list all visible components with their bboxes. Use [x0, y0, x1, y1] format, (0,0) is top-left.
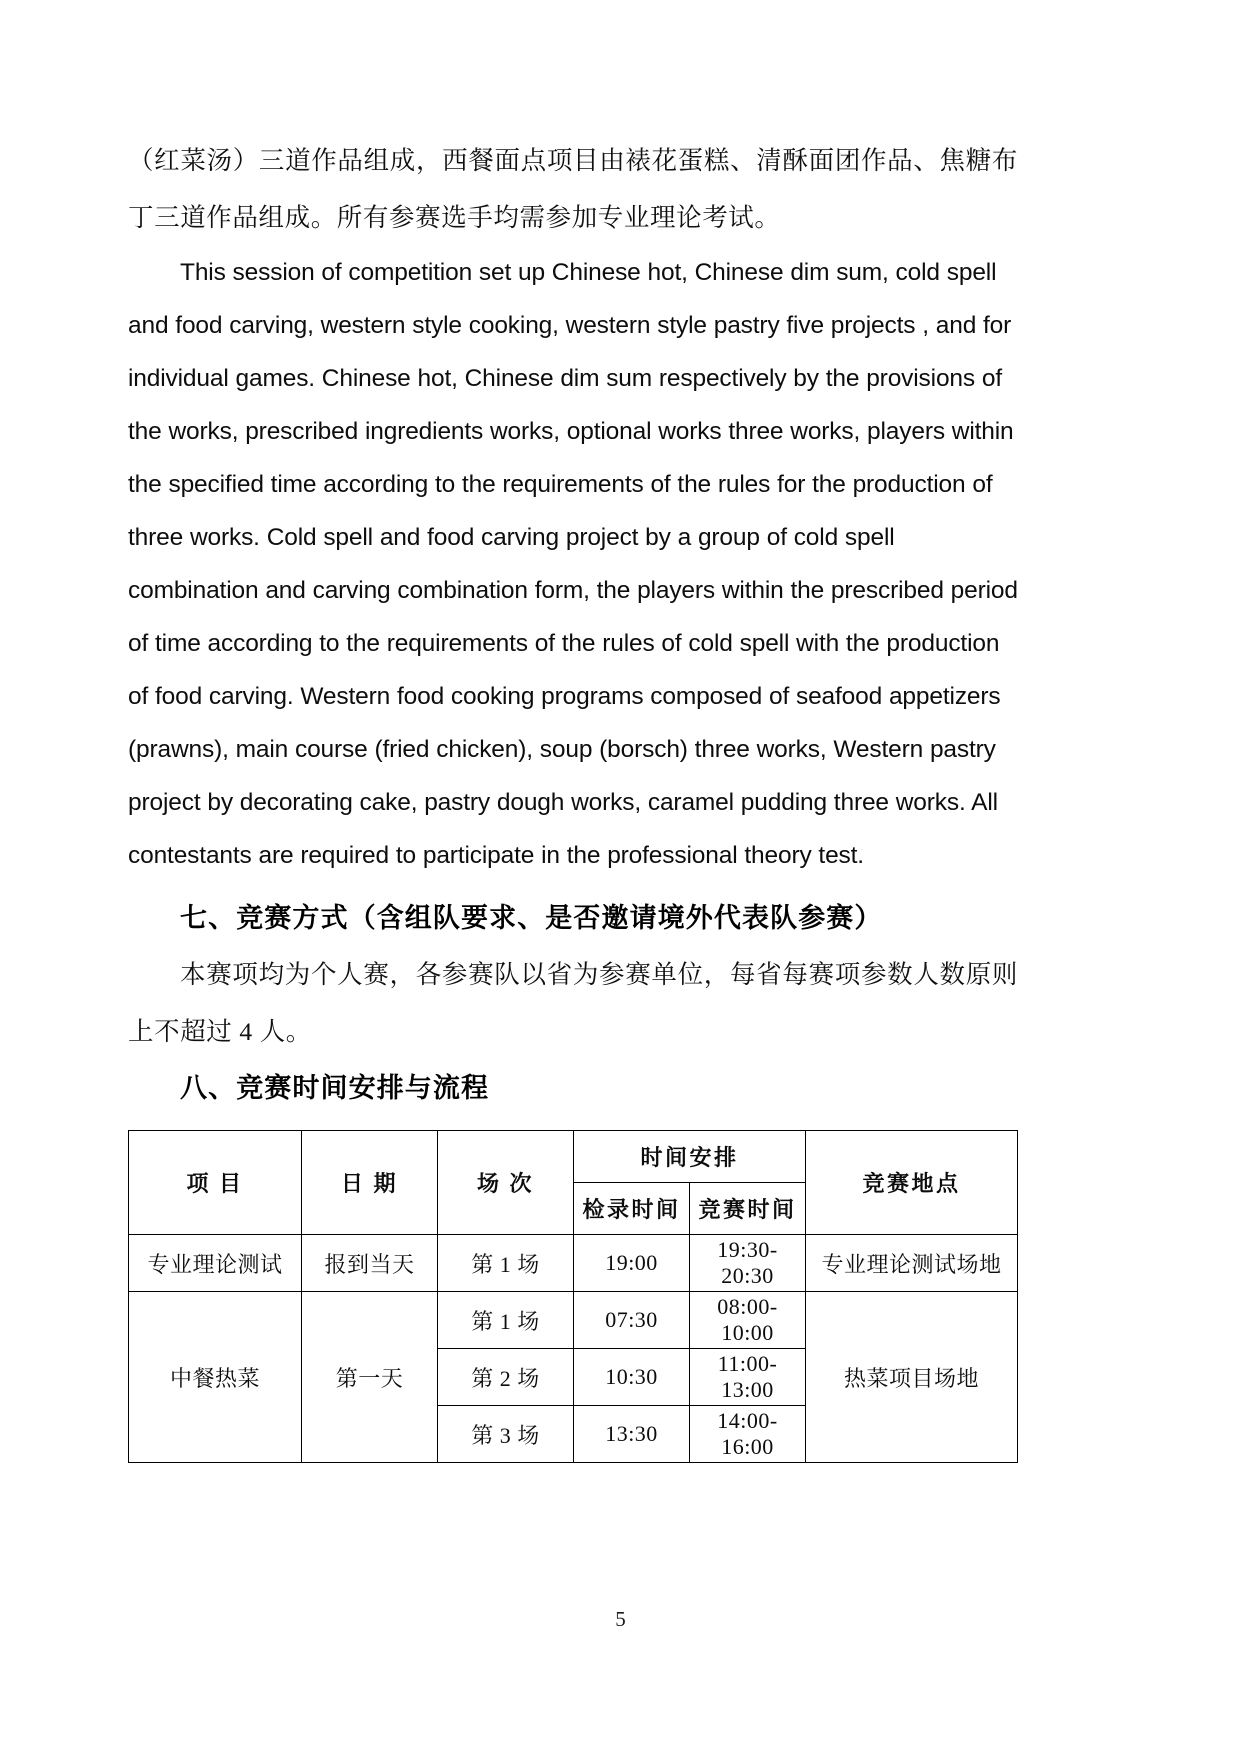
header-date: 日 期	[302, 1131, 438, 1235]
cell-venue: 专业理论测试场地	[806, 1235, 1018, 1292]
paragraph-chinese-continued: （红菜汤）三道作品组成，西餐面点项目由裱花蛋糕、清酥面团作品、焦糖布丁三道作品组成。所有参赛选手均需参加专业理论考试。	[128, 146, 1018, 232]
cell-venue: 热菜项目场地	[806, 1292, 1018, 1463]
page-content	[128, 132, 1018, 1463]
page-number: 5	[615, 1607, 626, 1631]
spacer	[128, 1116, 1018, 1130]
paragraph-section-7-body: 本赛项均为个人赛，各参赛队以省为参赛单位，每省每赛项参数人数原则上不超过 4 人。	[128, 960, 1018, 1046]
paragraph-english-translation: This session of competition set up Chinese hot, Chinese dim sum, cold spell and food carving, western style cooking, western style pastry five projects , and for individual games. Chinese hot, Chinese dim sum respectively by the provisions of the works, prescribed ingredients works, optional works three works, players within the specified time according to the requirements of the rules for the production of three works. Cold spell and food carving project by a group of cold spell combination and carving combination form, the players within the prescribed period of time according to the requirements of the rules of cold spell with the production of food carving. Western food cooking programs composed of seafood appetizers (prawns), main course (fried chicken), soup (borsch) three works, Western pastry project by decorating cake, pastry dough works, caramel pudding three works. All contestants are required to participate in the professional theory test.	[128, 259, 1018, 869]
cell-competition: 14:00-16:00	[690, 1406, 806, 1463]
header-check-in-time: 检录时间	[574, 1183, 690, 1235]
table-row	[129, 1292, 1018, 1349]
cell-project: 专业理论测试	[129, 1235, 302, 1292]
cell-session: 第 3 场	[438, 1406, 574, 1463]
table-body	[129, 1235, 1018, 1463]
cell-project: 中餐热菜	[129, 1292, 302, 1463]
cell-session: 第 1 场	[438, 1292, 574, 1349]
table-head	[129, 1131, 1018, 1235]
table-header-row-1	[129, 1131, 1018, 1183]
cell-session: 第 1 场	[438, 1235, 574, 1292]
heading-section-7: 七、竞赛方式（含组队要求、是否邀请境外代表队参赛）	[180, 903, 883, 933]
spacer	[128, 882, 1018, 890]
header-project: 项 目	[129, 1131, 302, 1235]
cell-check-in: 19:00	[574, 1235, 690, 1292]
header-session: 场 次	[438, 1131, 574, 1235]
cell-competition: 08:00-10:00	[690, 1292, 806, 1349]
table-row	[129, 1235, 1018, 1292]
schedule-table	[128, 1130, 1018, 1463]
cell-date: 报到当天	[302, 1235, 438, 1292]
header-venue: 竞赛地点	[806, 1131, 1018, 1235]
cell-check-in: 07:30	[574, 1292, 690, 1349]
cell-session: 第 2 场	[438, 1349, 574, 1406]
header-competition-time: 竞赛时间	[690, 1183, 806, 1235]
cell-check-in: 13:30	[574, 1406, 690, 1463]
cell-check-in: 10:30	[574, 1349, 690, 1406]
cell-competition: 11:00-13:00	[690, 1349, 806, 1406]
cell-date: 第一天	[302, 1292, 438, 1463]
heading-section-8: 八、竞赛时间安排与流程	[180, 1073, 490, 1103]
cell-competition: 19:30-20:30	[690, 1235, 806, 1292]
header-time-group: 时间安排	[574, 1131, 806, 1183]
